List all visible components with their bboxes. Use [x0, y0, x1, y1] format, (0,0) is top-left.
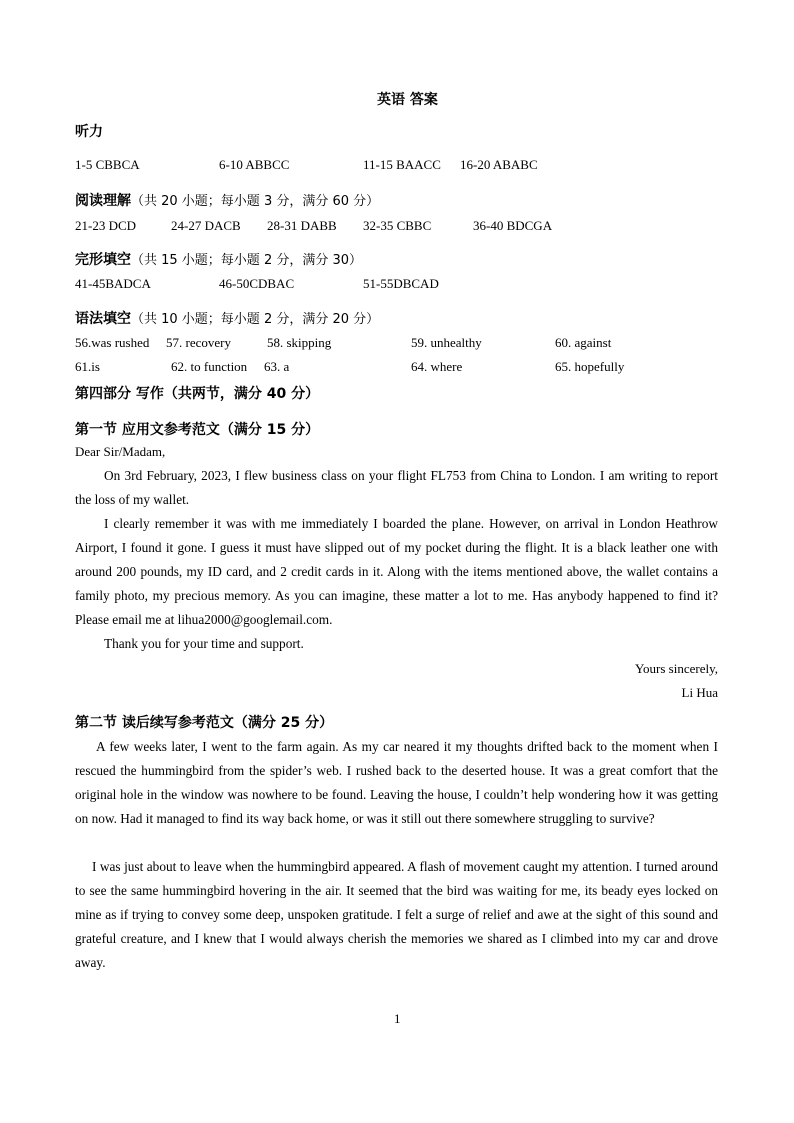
listening-answer-2: 6-10 ABBCC [219, 157, 290, 172]
listening-answer-4: 16-20 ABABC [460, 157, 538, 172]
page-title: 英语 答案 [377, 92, 438, 108]
grammar-answer-62: 62. to function [171, 359, 248, 374]
part4-heading: 第四部分 写作（共两节，满分 40 分） [75, 386, 320, 402]
section1-heading: 第一节 应用文参考范文（满分 15 分） [75, 422, 320, 438]
reading-heading-line [75, 190, 379, 210]
reading-answer-3: 28-31 DABB [267, 218, 337, 233]
page-number: 1 [394, 1011, 401, 1026]
cloze-heading-line [75, 249, 362, 269]
cloze-answer-3: 51-55DBCAD [363, 276, 439, 291]
grammar-heading-line [75, 308, 379, 328]
letter-salutation: Dear Sir/Madam, [75, 444, 166, 459]
cloze-answer-1: 41-45BADCA [75, 276, 151, 291]
letter-paragraph-3: Thank you for your time and support. [104, 636, 304, 651]
grammar-answer-60: 60. against [555, 335, 612, 350]
reading-note: （共 20 小题；每小题 3 分，满分 60 分） [131, 194, 380, 209]
continuation-paragraph-1: A few weeks later, I went to the farm again. As my car neared it my thoughts drifted back to the moment when I rescued the hummingbird from the spider’s web. I rushed back to the deserted house. It was a great comfort that the original hole in the window was nowhere to be found. Leaving the house, I couldn’t help wondering how it was getting on now. Had it managed to find its way back home, or was it still out there somewhere struggling to survive? [75, 739, 718, 826]
grammar-heading: 语法填空 [75, 311, 131, 327]
cloze-heading: 完形填空 [75, 252, 131, 268]
letter-signature: Li Hua [681, 685, 718, 700]
reading-answer-5: 36-40 BDCGA [473, 218, 553, 233]
listening-answer-1: 1-5 CBBCA [75, 157, 140, 172]
reading-answer-1: 21-23 DCD [75, 218, 137, 233]
grammar-answer-56: 56.was rushed [75, 335, 150, 350]
grammar-answer-63: 63. a [264, 359, 290, 374]
cloze-answer-2: 46-50CDBAC [219, 276, 295, 291]
reading-heading: 阅读理解 [75, 193, 131, 209]
cloze-note: （共 15 小题；每小题 2 分，满分 30） [131, 253, 363, 268]
listening-answer-3: 11-15 BAACC [363, 157, 441, 172]
letter-paragraph-2: I clearly remember it was with me immediately I boarded the plane. However, on arrival in London Heathrow Airport, I found it gone. I guess it must have slipped out of my pocket during the flight. It is a black leather one with around 200 pounds, my ID card, and 2 credit cards in it. Along with the items mentioned above, the wallet contains a family photo, my precious memory. As you can imagine, these matter a lot to me. Has anybody happened to find it? Please email me at lihua2000@googlemail.com. [75, 516, 718, 627]
grammar-answer-65: 65. hopefully [555, 359, 625, 374]
grammar-answer-64: 64. where [411, 359, 463, 374]
section2-heading: 第二节 读后续写参考范文（满分 25 分） [75, 715, 334, 731]
listening-heading: 听力 [75, 124, 103, 140]
grammar-answer-58: 58. skipping [267, 335, 332, 350]
reading-answer-2: 24-27 DACB [171, 218, 241, 233]
continuation-paragraph-2: I was just about to leave when the hummingbird appeared. A flash of movement caught my attention. I turned around to see the same hummingbird hovering in the air. It seemed that the bird was waiting for me, its beady eyes locked on mine as if trying to convey some deep, unspoken gratitude. I felt a surge of relief and awe at the sight of this sound and grateful creature, and I knew that I would always cherish the memories we shared as I climbed into my car and drove away. [75, 859, 718, 970]
letter-closing: Yours sincerely, [634, 661, 718, 676]
grammar-answer-57: 57. recovery [166, 335, 231, 350]
grammar-answer-59: 59. unhealthy [411, 335, 482, 350]
reading-answer-4: 32-35 CBBC [363, 218, 432, 233]
grammar-note: （共 10 小题；每小题 2 分，满分 20 分） [131, 312, 380, 327]
grammar-answer-61: 61.is [75, 359, 100, 374]
letter-paragraph-1: On 3rd February, 2023, I flew business class on your flight FL753 from China to London. I am writing to report the loss of my wallet. [75, 468, 718, 507]
